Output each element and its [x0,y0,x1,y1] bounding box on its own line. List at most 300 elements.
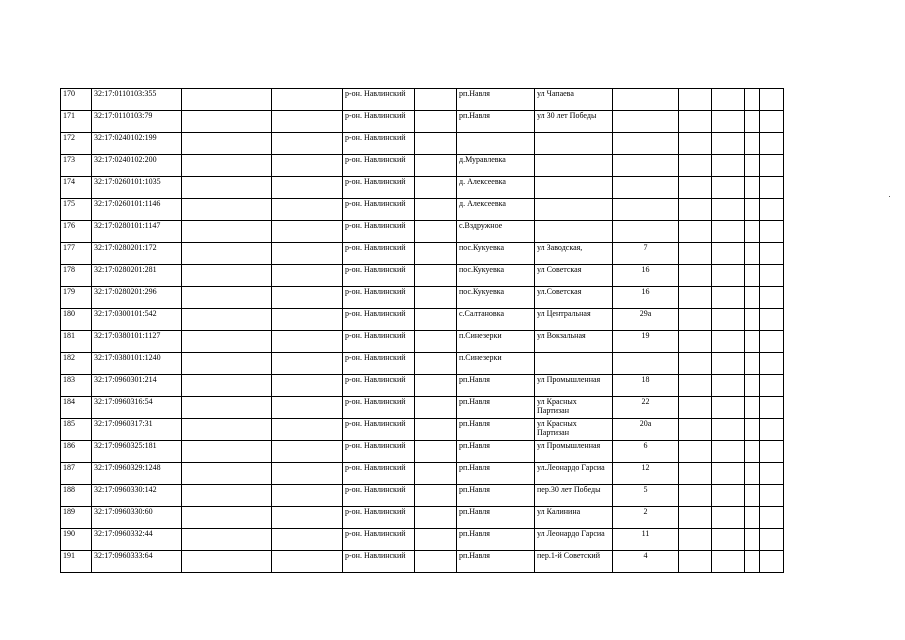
empty-cell [679,441,712,463]
row-number-cell: 170 [61,89,92,111]
empty-cell [745,551,760,573]
street-cell: ул.Советская [535,287,613,309]
empty-cell [760,287,784,309]
empty-cell [679,485,712,507]
house-number-cell: 16 [613,265,679,287]
settlement-cell: рп.Навля [457,397,535,419]
house-number-cell: 16 [613,287,679,309]
settlement-cell: пос.Кукуевка [457,287,535,309]
empty-cell [745,529,760,551]
row-number-cell: 180 [61,309,92,331]
settlement-cell: рп.Навля [457,441,535,463]
empty-cell [182,463,272,485]
empty-cell [415,89,457,111]
empty-cell [272,419,343,441]
table-row [61,111,784,133]
empty-cell [182,133,272,155]
empty-cell [182,507,272,529]
street-cell [535,353,613,375]
empty-cell [182,287,272,309]
row-number-cell: 178 [61,265,92,287]
cadastral-number-cell: 32:17:0260101:1035 [92,177,182,199]
empty-cell [712,265,745,287]
row-number-cell: 177 [61,243,92,265]
empty-cell [679,265,712,287]
row-number-cell: 173 [61,155,92,177]
settlement-cell: д.Муравлевка [457,155,535,177]
region-cell: р-он. Навлинский [343,419,415,441]
empty-cell [745,221,760,243]
empty-cell [182,221,272,243]
table-row [61,133,784,155]
cadastral-number-cell: 32:17:0240102:199 [92,133,182,155]
empty-cell [415,243,457,265]
table-row [61,419,784,441]
empty-cell [415,111,457,133]
empty-cell [712,375,745,397]
table-body [61,89,784,573]
empty-cell [182,353,272,375]
empty-cell [415,155,457,177]
street-cell: ул Промышленная [535,375,613,397]
empty-cell [745,441,760,463]
cadastral-number-cell: 32:17:0960316:54 [92,397,182,419]
region-cell: р-он. Навлинский [343,353,415,375]
cadastral-number-cell: 32:17:0960325:181 [92,441,182,463]
street-cell: ул Леонардо Гарсиа [535,529,613,551]
empty-cell [272,265,343,287]
empty-cell [745,331,760,353]
street-cell [535,199,613,221]
empty-cell [272,199,343,221]
table-row [61,199,784,221]
street-cell: ул Советская [535,265,613,287]
region-cell: р-он. Навлинский [343,243,415,265]
empty-cell [182,419,272,441]
region-cell: р-он. Навлинский [343,551,415,573]
empty-cell [745,133,760,155]
settlement-cell: рп.Навля [457,463,535,485]
region-cell: р-он. Навлинский [343,221,415,243]
row-number-cell: 191 [61,551,92,573]
empty-cell [272,111,343,133]
empty-cell [415,397,457,419]
table-row [61,243,784,265]
cadastral-number-cell: 32:17:0380101:1127 [92,331,182,353]
table-row [61,375,784,397]
empty-cell [760,265,784,287]
empty-cell [182,177,272,199]
region-cell: р-он. Навлинский [343,529,415,551]
house-number-cell [613,111,679,133]
settlement-cell: рп.Навля [457,89,535,111]
row-number-cell: 184 [61,397,92,419]
row-number-cell: 189 [61,507,92,529]
empty-cell [745,375,760,397]
empty-cell [272,507,343,529]
table-row [61,441,784,463]
empty-cell [679,309,712,331]
empty-cell [182,309,272,331]
house-number-cell [613,133,679,155]
empty-cell [272,441,343,463]
empty-cell [272,397,343,419]
street-cell: пер.30 лет Победы [535,485,613,507]
street-cell: ул Калинина [535,507,613,529]
street-cell: ул 30 лет Победы [535,111,613,133]
table-row [61,397,784,419]
empty-cell [760,551,784,573]
empty-cell [415,221,457,243]
house-number-cell: 2 [613,507,679,529]
empty-cell [745,309,760,331]
empty-cell [272,155,343,177]
table-row [61,155,784,177]
empty-cell [679,155,712,177]
empty-cell [272,177,343,199]
empty-cell [415,551,457,573]
empty-cell [272,133,343,155]
empty-cell [745,287,760,309]
table-row [61,177,784,199]
row-number-cell: 172 [61,133,92,155]
empty-cell [760,309,784,331]
empty-cell [182,397,272,419]
row-number-cell: 179 [61,287,92,309]
street-cell [535,155,613,177]
empty-cell [679,463,712,485]
empty-cell [415,353,457,375]
empty-cell [712,287,745,309]
row-number-cell: 171 [61,111,92,133]
empty-cell [679,199,712,221]
region-cell: р-он. Навлинский [343,397,415,419]
property-table [60,88,784,573]
region-cell: р-он. Навлинский [343,199,415,221]
empty-cell [182,89,272,111]
house-number-cell: 6 [613,441,679,463]
empty-cell [272,89,343,111]
empty-cell [679,89,712,111]
cadastral-number-cell: 32:17:0960332:44 [92,529,182,551]
region-cell: р-он. Навлинский [343,111,415,133]
table-row [61,89,784,111]
empty-cell [712,89,745,111]
empty-cell [745,485,760,507]
region-cell: р-он. Навлинский [343,89,415,111]
region-cell: р-он. Навлинский [343,287,415,309]
empty-cell [415,309,457,331]
empty-cell [745,177,760,199]
cadastral-number-cell: 32:17:0240102:200 [92,155,182,177]
empty-cell [679,375,712,397]
empty-cell [182,441,272,463]
table-row [61,507,784,529]
row-number-cell: 181 [61,331,92,353]
empty-cell [272,463,343,485]
settlement-cell: пос.Кукуевка [457,265,535,287]
row-number-cell: 174 [61,177,92,199]
empty-cell [415,177,457,199]
empty-cell [712,463,745,485]
empty-cell [679,243,712,265]
empty-cell [679,221,712,243]
cadastral-number-cell: 32:17:0110103:79 [92,111,182,133]
settlement-cell: рп.Навля [457,507,535,529]
empty-cell [679,331,712,353]
empty-cell [712,419,745,441]
empty-cell [760,199,784,221]
empty-cell [272,485,343,507]
region-cell: р-он. Навлинский [343,375,415,397]
table-row [61,551,784,573]
region-cell: р-он. Навлинский [343,155,415,177]
empty-cell [679,507,712,529]
house-number-cell [613,89,679,111]
empty-cell [760,111,784,133]
cadastral-number-cell: 32:17:0960330:142 [92,485,182,507]
empty-cell [745,155,760,177]
empty-cell [415,529,457,551]
street-cell: ул Центральная [535,309,613,331]
house-number-cell: 11 [613,529,679,551]
cadastral-number-cell: 32:17:0960317:31 [92,419,182,441]
settlement-cell [457,133,535,155]
empty-cell [745,419,760,441]
empty-cell [745,265,760,287]
settlement-cell: рп.Навля [457,419,535,441]
cadastral-number-cell: 32:17:0960330:60 [92,507,182,529]
row-number-cell: 190 [61,529,92,551]
empty-cell [760,177,784,199]
house-number-cell: 4 [613,551,679,573]
table-row [61,331,784,353]
empty-cell [760,133,784,155]
empty-cell [712,551,745,573]
settlement-cell: рп.Навля [457,111,535,133]
cadastral-number-cell: 32:17:0260101:1146 [92,199,182,221]
empty-cell [182,485,272,507]
cadastral-number-cell: 32:17:0280201:281 [92,265,182,287]
house-number-cell: 18 [613,375,679,397]
empty-cell [712,133,745,155]
settlement-cell: рп.Навля [457,529,535,551]
empty-cell [415,331,457,353]
house-number-cell: 29а [613,309,679,331]
street-cell: пер.1-й Советский [535,551,613,573]
empty-cell [712,111,745,133]
row-number-cell: 176 [61,221,92,243]
empty-cell [679,397,712,419]
region-cell: р-он. Навлинский [343,133,415,155]
table-row [61,309,784,331]
empty-cell [182,331,272,353]
empty-cell [182,265,272,287]
region-cell: р-он. Навлинский [343,177,415,199]
house-number-cell: 19 [613,331,679,353]
street-cell [535,221,613,243]
cadastral-number-cell: 32:17:0280101:1147 [92,221,182,243]
empty-cell [415,441,457,463]
empty-cell [760,441,784,463]
street-cell [535,177,613,199]
settlement-cell: п.Синезерки [457,331,535,353]
empty-cell [182,551,272,573]
empty-cell [272,529,343,551]
empty-cell [272,375,343,397]
cadastral-number-cell: 32:17:0960329:1248 [92,463,182,485]
region-cell: р-он. Навлинский [343,441,415,463]
empty-cell [679,529,712,551]
empty-cell [745,89,760,111]
settlement-cell: с.Вздружное [457,221,535,243]
empty-cell [679,419,712,441]
empty-cell [745,199,760,221]
row-number-cell: 188 [61,485,92,507]
empty-cell [679,551,712,573]
row-number-cell: 182 [61,353,92,375]
house-number-cell: 20а [613,419,679,441]
empty-cell [760,155,784,177]
settlement-cell: рп.Навля [457,551,535,573]
house-number-cell [613,177,679,199]
empty-cell [415,507,457,529]
empty-cell [712,155,745,177]
empty-cell [712,507,745,529]
empty-cell [745,397,760,419]
empty-cell [272,243,343,265]
empty-cell [415,375,457,397]
region-cell: р-он. Навлинский [343,265,415,287]
house-number-cell: 7 [613,243,679,265]
empty-cell [415,133,457,155]
row-number-cell: 185 [61,419,92,441]
empty-cell [760,331,784,353]
empty-cell [760,463,784,485]
empty-cell [712,529,745,551]
empty-cell [712,353,745,375]
house-number-cell: 12 [613,463,679,485]
settlement-cell: с.Салтановка [457,309,535,331]
empty-cell [415,265,457,287]
empty-cell [712,309,745,331]
empty-cell [745,507,760,529]
empty-cell [272,221,343,243]
empty-cell [415,463,457,485]
empty-cell [760,485,784,507]
settlement-cell: рп.Навля [457,375,535,397]
empty-cell [415,419,457,441]
empty-cell [182,243,272,265]
empty-cell [760,375,784,397]
row-number-cell: 186 [61,441,92,463]
region-cell: р-он. Навлинский [343,463,415,485]
settlement-cell: рп.Навля [457,485,535,507]
empty-cell [182,529,272,551]
empty-cell [272,331,343,353]
row-number-cell: 187 [61,463,92,485]
cadastral-number-cell: 32:17:0300101:542 [92,309,182,331]
house-number-cell: 5 [613,485,679,507]
empty-cell [712,243,745,265]
table-row [61,287,784,309]
empty-cell [272,309,343,331]
empty-cell [415,199,457,221]
table-row [61,529,784,551]
settlement-cell: д. Алексеевка [457,199,535,221]
street-cell: ул Промышленная [535,441,613,463]
street-cell: ул Вокзальная [535,331,613,353]
house-number-cell [613,353,679,375]
empty-cell [679,111,712,133]
empty-cell [679,133,712,155]
house-number-cell [613,155,679,177]
cadastral-number-cell: 32:17:0960301:214 [92,375,182,397]
street-cell: ул Красных Партизан [535,397,613,419]
empty-cell [745,111,760,133]
row-number-cell: 183 [61,375,92,397]
cadastral-number-cell: 32:17:0280201:172 [92,243,182,265]
region-cell: р-он. Навлинский [343,507,415,529]
cadastral-number-cell: 32:17:0960333:64 [92,551,182,573]
street-cell [535,133,613,155]
table-row [61,353,784,375]
empty-cell [712,177,745,199]
table-row [61,463,784,485]
empty-cell [760,507,784,529]
empty-cell [760,353,784,375]
empty-cell [182,375,272,397]
empty-cell [712,441,745,463]
region-cell: р-он. Навлинский [343,331,415,353]
table-row [61,221,784,243]
settlement-cell: п.Синезерки [457,353,535,375]
empty-cell [182,111,272,133]
empty-cell [415,287,457,309]
region-cell: р-он. Навлинский [343,309,415,331]
empty-cell [712,331,745,353]
scan-speck [889,196,890,197]
settlement-cell: пос.Кукуевка [457,243,535,265]
house-number-cell: 22 [613,397,679,419]
table-row [61,265,784,287]
empty-cell [760,221,784,243]
row-number-cell: 175 [61,199,92,221]
empty-cell [272,287,343,309]
table-row [61,485,784,507]
empty-cell [745,243,760,265]
empty-cell [760,529,784,551]
empty-cell [712,221,745,243]
cadastral-number-cell: 32:17:0380101:1240 [92,353,182,375]
cadastral-number-cell: 32:17:0280201:296 [92,287,182,309]
empty-cell [679,287,712,309]
street-cell: ул Заводская, [535,243,613,265]
empty-cell [679,353,712,375]
house-number-cell [613,221,679,243]
street-cell: ул.Леонардо Гарсиа [535,463,613,485]
empty-cell [760,419,784,441]
street-cell: ул Чапаева [535,89,613,111]
empty-cell [679,177,712,199]
settlement-cell: д. Алексеевка [457,177,535,199]
empty-cell [745,353,760,375]
region-cell: р-он. Навлинский [343,485,415,507]
empty-cell [760,89,784,111]
empty-cell [712,397,745,419]
empty-cell [712,199,745,221]
street-cell: ул Красных Партизан [535,419,613,441]
